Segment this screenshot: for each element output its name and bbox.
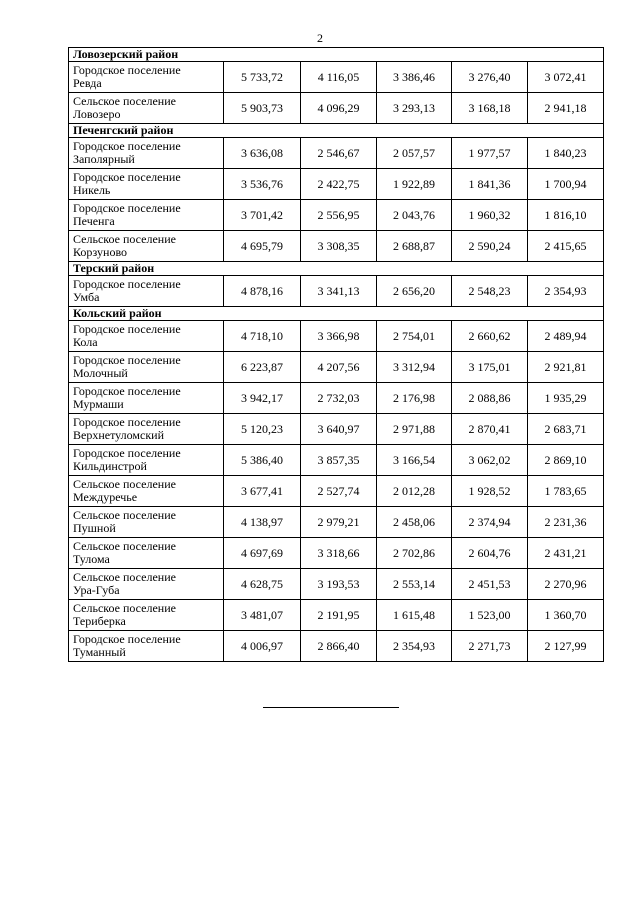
settlement-type: Городское поселение: [73, 632, 181, 646]
value-cell: 1 523,00: [452, 600, 528, 631]
settlement-type: Сельское поселение: [73, 232, 176, 246]
settlement-type: Сельское поселение: [73, 477, 176, 491]
section-header-row: [69, 307, 604, 321]
settlement-name-cell: [69, 321, 224, 352]
value-cell: 3 341,13: [301, 276, 377, 307]
section-title: Печенгский район: [69, 124, 604, 138]
value-cell: 2 127,99: [528, 631, 604, 662]
value-cell: 2 012,28: [377, 476, 452, 507]
value-cell: 1 977,57: [452, 138, 528, 169]
value-cell: 1 615,48: [377, 600, 452, 631]
tariff-table: [68, 47, 604, 662]
value-cell: 3 312,94: [377, 352, 452, 383]
value-cell: 2 556,95: [301, 200, 377, 231]
settlement-name: Умба: [73, 290, 100, 304]
value-cell: 3 193,53: [301, 569, 377, 600]
value-cell: 2 231,36: [528, 507, 604, 538]
settlement-name: Заполярный: [73, 152, 135, 166]
settlement-name-cell: [69, 200, 224, 231]
value-cell: 4 006,97: [224, 631, 301, 662]
value-cell: 2 057,57: [377, 138, 452, 169]
settlement-name-cell: [69, 445, 224, 476]
settlement-type: Городское поселение: [73, 446, 181, 460]
settlement-name: Мурмаши: [73, 397, 124, 411]
settlement-name-cell: [69, 538, 224, 569]
value-cell: 2 590,24: [452, 231, 528, 262]
section-header-row: [69, 124, 604, 138]
value-cell: 4 138,97: [224, 507, 301, 538]
value-cell: 2 866,40: [301, 631, 377, 662]
value-cell: 1 700,94: [528, 169, 604, 200]
settlement-type: Городское поселение: [73, 63, 181, 77]
settlement-name: Никель: [73, 183, 111, 197]
section-title: Ловозерский район: [69, 48, 604, 62]
value-cell: 3 857,35: [301, 445, 377, 476]
value-cell: 5 120,23: [224, 414, 301, 445]
settlement-name-cell: [69, 600, 224, 631]
value-cell: 2 431,21: [528, 538, 604, 569]
settlement-name-cell: [69, 352, 224, 383]
value-cell: 3 636,08: [224, 138, 301, 169]
settlement-type: Городское поселение: [73, 322, 181, 336]
section-title: Кольский район: [69, 307, 604, 321]
value-cell: 3 701,42: [224, 200, 301, 231]
settlement-name-cell: [69, 476, 224, 507]
table-row: [69, 352, 604, 383]
value-cell: 2 270,96: [528, 569, 604, 600]
value-cell: 2 458,06: [377, 507, 452, 538]
settlement-name: Ревда: [73, 76, 102, 90]
section-header-row: [69, 262, 604, 276]
value-cell: 4 695,79: [224, 231, 301, 262]
settlement-name: Ловозеро: [73, 107, 121, 121]
value-cell: 2 043,76: [377, 200, 452, 231]
settlement-name-cell: [69, 276, 224, 307]
value-cell: 4 096,29: [301, 93, 377, 124]
value-cell: 2 451,53: [452, 569, 528, 600]
settlement-name: Тулома: [73, 552, 110, 566]
value-cell: 2 921,81: [528, 352, 604, 383]
settlement-type: Городское поселение: [73, 277, 181, 291]
table-row: [69, 538, 604, 569]
value-cell: 2 702,86: [377, 538, 452, 569]
table-row: [69, 276, 604, 307]
value-cell: 1 783,65: [528, 476, 604, 507]
value-cell: 3 366,98: [301, 321, 377, 352]
value-cell: 3 942,17: [224, 383, 301, 414]
table-row: [69, 569, 604, 600]
table-row: [69, 169, 604, 200]
value-cell: 2 354,93: [528, 276, 604, 307]
settlement-type: Городское поселение: [73, 170, 181, 184]
value-cell: 3 276,40: [452, 62, 528, 93]
value-cell: 2 088,86: [452, 383, 528, 414]
table-row: [69, 507, 604, 538]
settlement-name-cell: [69, 631, 224, 662]
table-row: [69, 321, 604, 352]
settlement-name: Териберка: [73, 614, 126, 628]
settlement-type: Городское поселение: [73, 201, 181, 215]
settlement-name: Кильдинстрой: [73, 459, 147, 473]
settlement-name: Ура-Губа: [73, 583, 120, 597]
value-cell: 4 116,05: [301, 62, 377, 93]
value-cell: 3 318,66: [301, 538, 377, 569]
value-cell: 2 971,88: [377, 414, 452, 445]
table-row: [69, 93, 604, 124]
value-cell: 3 677,41: [224, 476, 301, 507]
value-cell: 4 697,69: [224, 538, 301, 569]
table-row: [69, 600, 604, 631]
value-cell: 1 816,10: [528, 200, 604, 231]
value-cell: 3 481,07: [224, 600, 301, 631]
value-cell: 2 271,73: [452, 631, 528, 662]
value-cell: 5 386,40: [224, 445, 301, 476]
settlement-name-cell: [69, 62, 224, 93]
value-cell: 2 660,62: [452, 321, 528, 352]
settlement-type: Городское поселение: [73, 415, 181, 429]
settlement-name-cell: [69, 569, 224, 600]
value-cell: 2 415,65: [528, 231, 604, 262]
value-cell: 3 536,76: [224, 169, 301, 200]
value-cell: 2 656,20: [377, 276, 452, 307]
value-cell: 5 733,72: [224, 62, 301, 93]
table-row: [69, 138, 604, 169]
settlement-name: Корзуново: [73, 245, 128, 259]
value-cell: 3 166,54: [377, 445, 452, 476]
value-cell: 3 175,01: [452, 352, 528, 383]
value-cell: 3 293,13: [377, 93, 452, 124]
value-cell: 1 360,70: [528, 600, 604, 631]
value-cell: 1 841,36: [452, 169, 528, 200]
value-cell: 5 903,73: [224, 93, 301, 124]
value-cell: 2 941,18: [528, 93, 604, 124]
value-cell: 3 640,97: [301, 414, 377, 445]
value-cell: 2 979,21: [301, 507, 377, 538]
value-cell: 2 553,14: [377, 569, 452, 600]
value-cell: 6 223,87: [224, 352, 301, 383]
value-cell: 2 732,03: [301, 383, 377, 414]
table-row: [69, 200, 604, 231]
settlement-name: Молочный: [73, 366, 128, 380]
value-cell: 2 688,87: [377, 231, 452, 262]
settlement-type: Сельское поселение: [73, 570, 176, 584]
settlement-name-cell: [69, 138, 224, 169]
table-row: [69, 476, 604, 507]
value-cell: 2 546,67: [301, 138, 377, 169]
value-cell: 1 960,32: [452, 200, 528, 231]
value-cell: 2 354,93: [377, 631, 452, 662]
value-cell: 4 878,16: [224, 276, 301, 307]
table-row: [69, 631, 604, 662]
value-cell: 3 308,35: [301, 231, 377, 262]
value-cell: 2 604,76: [452, 538, 528, 569]
page-number: 2: [317, 31, 323, 45]
value-cell: 2 176,98: [377, 383, 452, 414]
table-row: [69, 414, 604, 445]
value-cell: 3 062,02: [452, 445, 528, 476]
value-cell: 4 628,75: [224, 569, 301, 600]
value-cell: 3 386,46: [377, 62, 452, 93]
value-cell: 2 422,75: [301, 169, 377, 200]
value-cell: 2 870,41: [452, 414, 528, 445]
settlement-name: Междуречье: [73, 490, 138, 504]
table-row: [69, 445, 604, 476]
settlement-name-cell: [69, 507, 224, 538]
table-body: [69, 48, 604, 662]
settlement-type: Сельское поселение: [73, 94, 176, 108]
value-cell: 2 374,94: [452, 507, 528, 538]
settlement-name-cell: [69, 93, 224, 124]
settlement-name: Туманный: [73, 645, 126, 659]
settlement-name-cell: [69, 383, 224, 414]
value-cell: 2 754,01: [377, 321, 452, 352]
value-cell: 1 935,29: [528, 383, 604, 414]
settlement-name: Верхнетуломский: [73, 428, 164, 442]
footer-separator-line: [263, 707, 399, 708]
settlement-name-cell: [69, 414, 224, 445]
settlement-type: Сельское поселение: [73, 508, 176, 522]
table-row: [69, 231, 604, 262]
table-row: [69, 383, 604, 414]
table-row: [69, 62, 604, 93]
value-cell: 3 072,41: [528, 62, 604, 93]
settlement-type: Городское поселение: [73, 353, 181, 367]
settlement-name-cell: [69, 169, 224, 200]
value-cell: 2 191,95: [301, 600, 377, 631]
settlement-type: Городское поселение: [73, 139, 181, 153]
value-cell: 1 928,52: [452, 476, 528, 507]
value-cell: 1 922,89: [377, 169, 452, 200]
settlement-type: Сельское поселение: [73, 539, 176, 553]
settlement-name: Кола: [73, 335, 98, 349]
value-cell: 4 207,56: [301, 352, 377, 383]
value-cell: 2 489,94: [528, 321, 604, 352]
settlement-name: Пушной: [73, 521, 116, 535]
settlement-type: Городское поселение: [73, 384, 181, 398]
value-cell: 2 548,23: [452, 276, 528, 307]
value-cell: 2 869,10: [528, 445, 604, 476]
settlement-name-cell: [69, 231, 224, 262]
value-cell: 3 168,18: [452, 93, 528, 124]
value-cell: 2 683,71: [528, 414, 604, 445]
settlement-type: Сельское поселение: [73, 601, 176, 615]
settlement-name: Печенга: [73, 214, 115, 228]
section-header-row: [69, 48, 604, 62]
section-title: Терский район: [69, 262, 604, 276]
value-cell: 1 840,23: [528, 138, 604, 169]
value-cell: 4 718,10: [224, 321, 301, 352]
value-cell: 2 527,74: [301, 476, 377, 507]
